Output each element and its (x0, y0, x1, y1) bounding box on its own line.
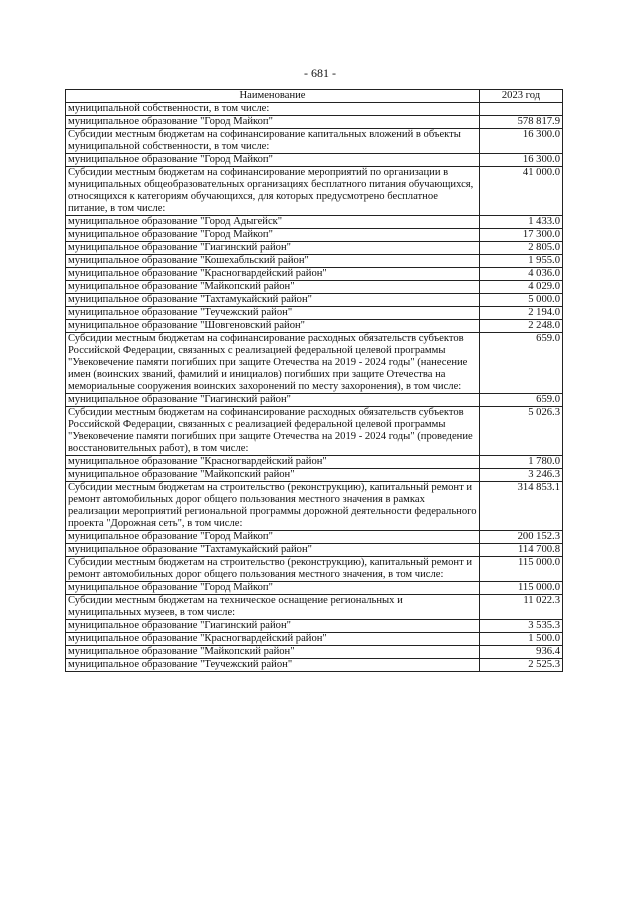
row-name-cell: муниципальное образование "Город Майкоп" (66, 154, 480, 167)
table-body (66, 103, 563, 672)
table-row (66, 407, 563, 456)
row-value-cell: 11 022.3 (480, 595, 563, 620)
table-row (66, 633, 563, 646)
row-value-cell: 936.4 (480, 646, 563, 659)
row-value-cell: 5 000.0 (480, 294, 563, 307)
row-value-cell: 3 535.3 (480, 620, 563, 633)
table-row (66, 394, 563, 407)
row-name-cell: Субсидии местным бюджетам на софинансирование расходных обязательств субъектов Российской Федерации, связанных с реализацией федеральной целевой программы "Увековечение памяти погибших при защите Отечества на 2019 - 2024 годы" (проведение восстановительных работ), в том числе: (66, 407, 480, 456)
row-name-cell: муниципальное образование "Майкопский район" (66, 646, 480, 659)
row-name-cell: муниципальное образование "Город Майкоп" (66, 582, 480, 595)
row-value-cell: 200 152.3 (480, 531, 563, 544)
table-row (66, 469, 563, 482)
row-value-cell: 2 194.0 (480, 307, 563, 320)
row-name-cell: муниципальное образование "Красногвардейский район" (66, 268, 480, 281)
table-row (66, 242, 563, 255)
row-name-cell: Субсидии местным бюджетам на строительство (реконструкцию), капитальный ремонт и ремонт автомобильных дорог общего пользования местного значения, в том числе: (66, 557, 480, 582)
row-name-cell: Субсидии местным бюджетам на софинансирование расходных обязательств субъектов Российской Федерации, связанных с реализацией федеральной целевой программы "Увековечение памяти погибших при защите Отечества на 2019 - 2024 годы" (нанесение имен (воинских званий, фамилий и инициалов) погибших при защите Отечества на мемориальные сооружения воинских захоронений по месту захоронения), в том числе: (66, 333, 480, 394)
budget-table (65, 89, 563, 672)
row-name-cell: муниципальное образование "Город Адыгейск" (66, 216, 480, 229)
table-row (66, 582, 563, 595)
row-value-cell: 578 817.9 (480, 116, 563, 129)
table-row (66, 116, 563, 129)
row-value-cell: 1 433.0 (480, 216, 563, 229)
column-header-year: 2023 год (480, 90, 563, 103)
table-row (66, 129, 563, 154)
row-name-cell: муниципальное образование "Город Майкоп" (66, 531, 480, 544)
table-row (66, 154, 563, 167)
row-value-cell: 2 805.0 (480, 242, 563, 255)
row-value-cell: 314 853.1 (480, 482, 563, 531)
row-name-cell: муниципальное образование "Майкопский район" (66, 281, 480, 294)
row-value-cell: 17 300.0 (480, 229, 563, 242)
row-name-cell: Субсидии местным бюджетам на техническое оснащение региональных и муниципальных музеев, в том числе: (66, 595, 480, 620)
table-row (66, 544, 563, 557)
table-row (66, 620, 563, 633)
row-name-cell: муниципальное образование "Теучежский район" (66, 659, 480, 672)
table-row (66, 307, 563, 320)
table-row (66, 646, 563, 659)
table-row (66, 531, 563, 544)
row-value-cell: 2 248.0 (480, 320, 563, 333)
row-name-cell: муниципальное образование "Теучежский район" (66, 307, 480, 320)
table-row (66, 281, 563, 294)
row-value-cell: 41 000.0 (480, 167, 563, 216)
row-value-cell: 2 525.3 (480, 659, 563, 672)
table-row (66, 255, 563, 268)
row-value-cell: 114 700.8 (480, 544, 563, 557)
table-row (66, 482, 563, 531)
table-row (66, 229, 563, 242)
row-name-cell: муниципальное образование "Кошехабльский район" (66, 255, 480, 268)
row-name-cell: муниципальное образование "Красногвардейский район" (66, 633, 480, 646)
row-value-cell: 659.0 (480, 333, 563, 394)
row-name-cell: муниципальное образование "Шовгеновский район" (66, 320, 480, 333)
row-value-cell: 115 000.0 (480, 582, 563, 595)
row-value-cell: 3 246.3 (480, 469, 563, 482)
row-value-cell: 16 300.0 (480, 129, 563, 154)
row-value-cell: 1 955.0 (480, 255, 563, 268)
table-header-row (66, 90, 563, 103)
table-row (66, 320, 563, 333)
row-value-cell: 16 300.0 (480, 154, 563, 167)
row-name-cell: Субсидии местным бюджетам на строительство (реконструкцию), капитальный ремонт и ремонт автомобильных дорог общего пользования местного значения в рамках реализации мероприятий региональной программы дорожной деятельности федерального проекта "Дорожная сеть", в том числе: (66, 482, 480, 531)
row-name-cell: муниципальное образование "Майкопский район" (66, 469, 480, 482)
table-row (66, 659, 563, 672)
row-value-cell: 5 026.3 (480, 407, 563, 456)
column-header-name: Наименование (66, 90, 480, 103)
table-row (66, 456, 563, 469)
row-name-cell: муниципальное образование "Красногвардейский район" (66, 456, 480, 469)
row-name-cell: муниципальное образование "Гиагинский район" (66, 394, 480, 407)
table-row (66, 333, 563, 394)
table-row (66, 167, 563, 216)
table-row (66, 557, 563, 582)
row-name-cell: муниципальной собственности, в том числе: (66, 103, 480, 116)
row-name-cell: муниципальное образование "Гиагинский район" (66, 242, 480, 255)
table-row (66, 268, 563, 281)
row-value-cell (480, 103, 563, 116)
row-value-cell: 1 780.0 (480, 456, 563, 469)
table-row (66, 216, 563, 229)
row-value-cell: 1 500.0 (480, 633, 563, 646)
row-name-cell: Субсидии местным бюджетам на софинансирование мероприятий по организации в муниципальных общеобразовательных организациях бесплатного питания обучающихся, относящихся к категориям обучающихся, для которых предусмотрено бесплатное питание, в том числе: (66, 167, 480, 216)
table-row (66, 103, 563, 116)
row-name-cell: муниципальное образование "Гиагинский район" (66, 620, 480, 633)
table-row (66, 294, 563, 307)
page-number: - 681 - (304, 66, 336, 80)
row-value-cell: 4 029.0 (480, 281, 563, 294)
row-name-cell: муниципальное образование "Тахтамукайский район" (66, 294, 480, 307)
row-name-cell: муниципальное образование "Город Майкоп" (66, 116, 480, 129)
row-name-cell: муниципальное образование "Город Майкоп" (66, 229, 480, 242)
row-name-cell: Субсидии местным бюджетам на софинансирование капитальных вложений в объекты муниципальной собственности, в том числе: (66, 129, 480, 154)
row-value-cell: 4 036.0 (480, 268, 563, 281)
row-value-cell: 659.0 (480, 394, 563, 407)
row-value-cell: 115 000.0 (480, 557, 563, 582)
row-name-cell: муниципальное образование "Тахтамукайский район" (66, 544, 480, 557)
table-row (66, 595, 563, 620)
